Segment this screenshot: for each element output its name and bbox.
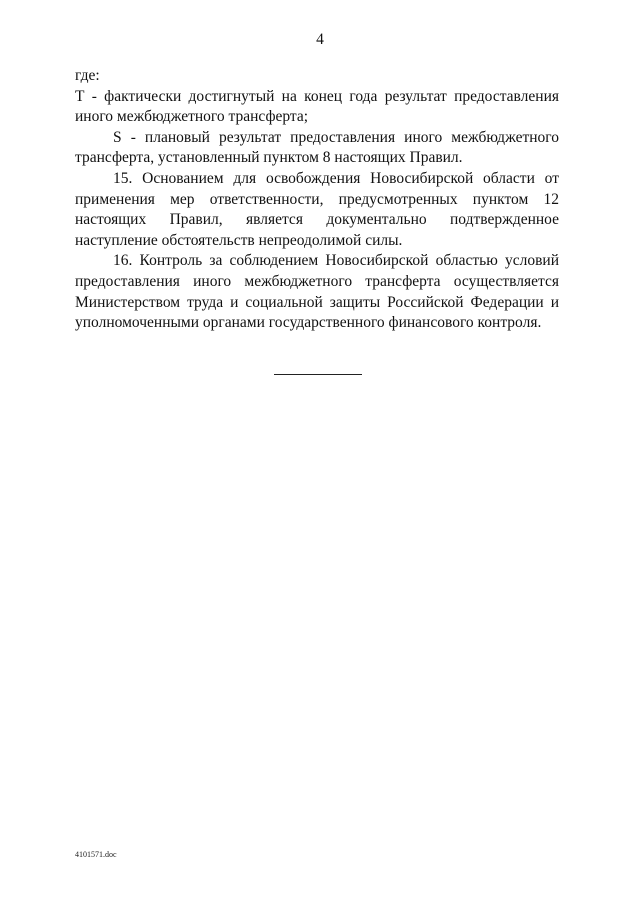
where-label: где: bbox=[75, 67, 100, 84]
definition-s-line2: трансферта, установленный пунктом 8 настоящих Правил. bbox=[75, 149, 463, 167]
paragraph-16: 16. Контроль за соблюдением Новосибирской областью условий предоставления иного межбюджетного трансферта осуществляется Министерством труда и социальной защиты Российской Федерации и уполномоченными органами государственного финансового контроля. bbox=[75, 252, 559, 332]
end-separator-line bbox=[274, 374, 362, 375]
definition-t-line2: иного межбюджетного трансферта; bbox=[75, 108, 309, 126]
definition-t-line1: Т - фактически достигнутый на конец года результат предоставления bbox=[75, 87, 559, 105]
page-number: 4 bbox=[316, 31, 324, 48]
definition-s-line1: S - плановый результат предоставления иного межбюджетного bbox=[113, 128, 559, 146]
footer-file-name: 4101571.doc bbox=[75, 850, 117, 859]
document-body bbox=[75, 66, 559, 334]
paragraph-15: 15. Основанием для освобождения Новосибирской области от применения мер ответственности, предусмотренных пунктом 12 настоящих Правил, является документально подтвержденное наступление обстоятельств непреодолимой силы. bbox=[75, 169, 559, 249]
